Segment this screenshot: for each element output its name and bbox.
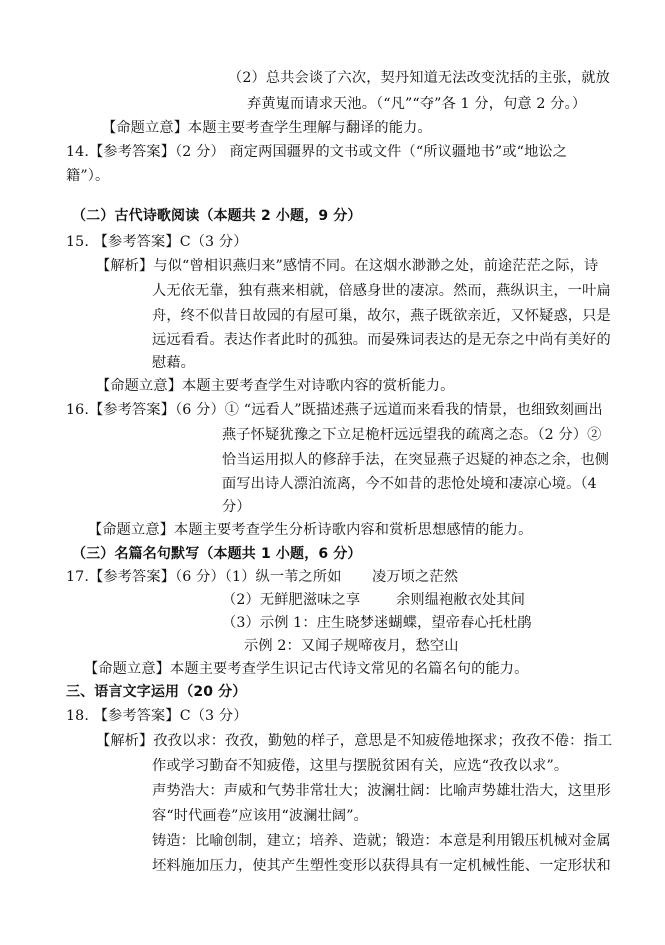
part3-heading: 三、语言文字运用（20 分）	[66, 684, 247, 700]
q18-analysis-line6: 坯料施加压力，使其产生塑性变形以获得具有一定机械性能、一定形状和	[152, 858, 611, 874]
q17-answer-line4: 示例 2：又闻子规啼夜月，愁空山	[244, 638, 459, 654]
q13-intent: 【命题立意】本题主要考查学生理解与翻译的能力。	[102, 120, 432, 136]
q16-answer-line3: 恰当运用拟人的修辞手法，在突显燕子迟疑的神态之余，也侧	[222, 452, 610, 468]
q13-part2-line2: 弃黄嵬而请求天池。（“凡”“夺”各 1 分，句意 2 分。）	[247, 96, 587, 112]
q14-answer-line2: 籍”）。	[66, 168, 110, 184]
q16-intent: 【命题立意】本题主要考查学生分析诗歌内容和赏析思想感情的能力。	[88, 522, 533, 538]
q17-answer-line1a: 17.【参考答案】（6 分）（1）纵一苇之所如	[66, 569, 342, 585]
q15-analysis-line5: 慰藉。	[152, 355, 196, 371]
q18-analysis-line4: 容“时代画卷”应该用“波澜壮阔”。	[152, 808, 369, 824]
q15-intent: 【命题立意】本题主要考查学生对诗歌内容的赏析能力。	[96, 378, 455, 394]
q17-answer-line2a: （2）无鲜肥滋味之享	[222, 592, 361, 608]
q16-answer-line5: 分）	[222, 499, 251, 515]
section2-heading: （二）古代诗歌阅读（本题共 2 小题，9 分）	[72, 208, 362, 224]
q17-answer-line1b: 凌万顷之茫然	[372, 569, 459, 585]
q18-analysis-line1: 【解析】孜孜以求：孜孜，勤勉的样子，意思是不知疲倦地探求；孜孜不倦：指工	[96, 733, 613, 749]
q17-intent: 【命题立意】本题主要考查学生识记古代诗文常见的名篇名句的能力。	[84, 661, 529, 677]
q17-answer-line3: （3）示例 1：庄生晓梦迷蝴蝶，望帝春心托杜鹃	[222, 615, 532, 631]
q18-analysis-line2: 作或学习勤奋不知疲倦，这里与摆脱贫困有关，应选“孜孜以求”。	[152, 758, 569, 774]
q15-analysis-line3: 舟，终不似昔日故园的有屋可巢，故尔，燕子既欲亲近，又怀疑惑，只是	[152, 308, 611, 324]
q14-answer-line1: 14.【参考答案】（2 分） 商定两国疆界的文书或文件（“所议疆地书”或“地讼之	[66, 144, 568, 160]
q15-analysis-line1: 【解析】与似“曾相识燕归来”感情不同。在这烟水渺渺之处，前途茫茫之际，诗	[96, 258, 599, 274]
q15-answer: 15. 【参考答案】C（3 分）	[66, 234, 248, 250]
q15-analysis-line4: 远远看看。表达作者此时的孤独。而晏殊词表达的是无奈之中尚有美好的	[152, 332, 611, 348]
q16-answer-line4: 面写出诗人漂泊流离，今不如昔的悲怆处境和凄凉心境。（4	[222, 476, 597, 492]
q15-analysis-line2: 人无依无靠，独有燕来相就，倍感身世的凄凉。然而，燕纵识主，一叶扁	[152, 283, 611, 299]
q18-analysis-line5: 铸造：比喻创制，建立；培养、造就；锻造：本意是利用锻压机械对金属	[152, 833, 611, 849]
q18-answer: 18. 【参考答案】C（3 分）	[66, 708, 248, 724]
q13-part2-line1: （2）总共会谈了六次，契丹知道无法改变沈括的主张，就放	[228, 70, 610, 86]
q18-analysis-line3: 声势浩大：声威和气势非常壮大；波澜壮阔：比喻声势雄壮浩大，这里形	[152, 783, 611, 799]
section3-heading: （三）名篇名句默写（本题共 1 小题，6 分）	[72, 546, 362, 562]
q16-answer-line2: 燕子怀疑犹豫之下立足桅杆远远望我的疏离之态。（2 分）②	[222, 427, 602, 443]
q16-answer-line1: 16.【参考答案】（6 分）① “远看人”既描述燕子远道而来看我的情景，也细致刻画出	[66, 402, 603, 418]
q17-answer-line2b: 余则缊袍敝衣处其间	[396, 592, 526, 608]
